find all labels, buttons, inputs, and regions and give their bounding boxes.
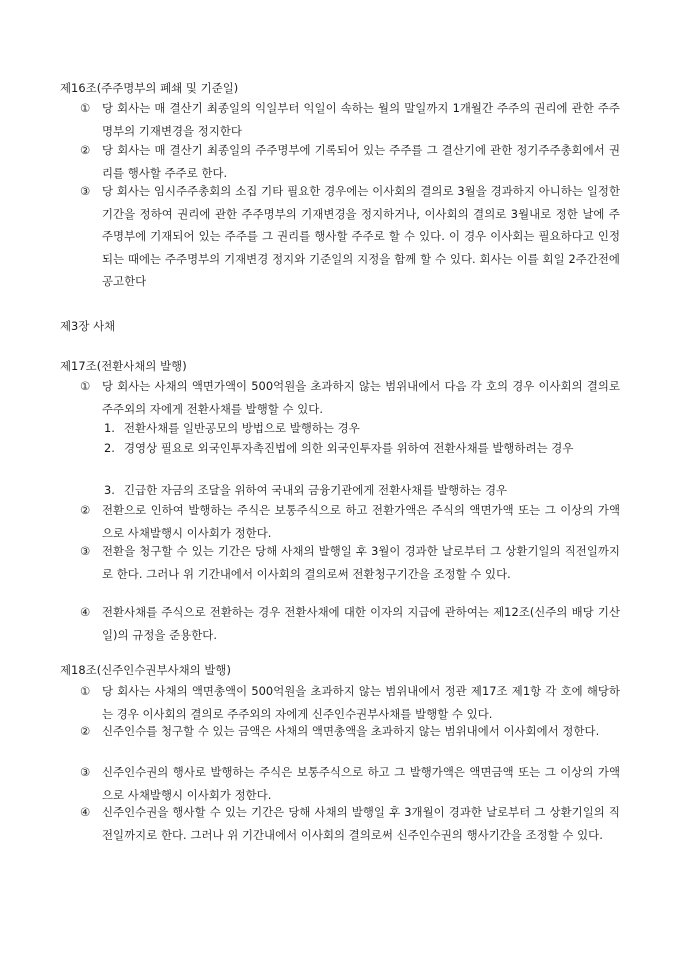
article-16-item-3 [80,180,620,293]
article-17-heading: 제17조(전환사채의 발행) [60,359,187,373]
article-17-item-4 [80,601,620,646]
article-17-subitem-2 [104,437,622,460]
subitem-number: 2. [104,441,115,455]
article-18-heading: 제18조(신주인수권부사채의 발행) [60,663,231,677]
subitem-text: 전환사채를 일반공모의 방법으로 발행하는 경우 [124,421,360,435]
item-text: 당 회사는 매 결산기 최종일의 주주명부에 기록되어 있는 주주를 그 결산기에 관한 정기주주총회에서 권리를 행사할 주주로 한다. [102,143,620,180]
item-marker: ③ [80,184,91,198]
article-18-item-1 [80,680,620,725]
item-marker: ① [80,101,91,115]
item-text: 신주인수를 청구할 수 있는 금액은 사채의 액면총액을 초과하지 않는 범위내에서 이사회에서 정한다. [102,724,600,738]
item-marker: ① [80,379,91,393]
item-marker: ② [80,724,91,738]
article-18-item-4 [80,801,620,846]
chapter-3-heading: 제3장 사채 [60,319,116,333]
item-marker: ③ [80,765,91,779]
article-17-item-2 [80,499,620,544]
article-17-item-3 [80,540,620,585]
item-text: 전환사채를 주식으로 전환하는 경우 전환사채에 대한 이자의 지급에 관하여는 제12조(신주의 배당 기산일)의 규정을 준용한다. [102,605,620,642]
item-text: 전환으로 인하여 발행하는 주식은 보통주식으로 하고 전환가액은 주식의 액면가액 또는 그 이상의 가액으로 사채발행시 이사회가 정한다. [102,503,620,540]
item-marker: ② [80,143,91,157]
article-16-item-2 [80,139,620,184]
item-text: 전환을 청구할 수 있는 기간은 당해 사채의 발행일 후 3월이 경과한 날로부터 그 상환기일의 직전일까지로 한다. 그러나 위 기간내에서 이사회의 결의로써 전환청구기간을 조정할 수 있다. [102,544,620,581]
subitem-text: 긴급한 자금의 조달을 위하여 국내외 금융기관에게 전환사채를 발행하는 경우 [124,483,508,497]
item-marker: ① [80,684,91,698]
subitem-text: 경영상 필요로 외국인투자촉진법에 의한 외국인투자를 위하여 전환사채를 발행하려는 경우 [124,441,574,455]
item-text: 당 회사는 사채의 액면총액이 500억원을 초과하지 않는 범위내에서 정관 제17조 제1항 각 호에 해당하는 경우 이사회의 결의로 주주외의 자에게 신주인수권부사채를 발행할 수 있다. [102,684,620,721]
item-text: 당 회사는 임시주주총회의 소집 기타 필요한 경우에는 이사회의 결의로 3월을 경과하지 아니하는 일정한 기간을 정하여 권리에 관한 주주명부의 기재변경을 정지하거나, 이사회의 결의로 3월내로 정한 날에 주주명부에 기재되어 있는 주주를 그 권리를 행사할 주주로 할 수 있다. 이 경우 이사회는 필요하다고 인정되는 때에는 주주명부의 기재변경 정지와 기준일의 지정을 함께 할 수 있다. 회사는 이를 회일 2주간전에 공고한다 [102,184,620,288]
subitem-number: 1. [104,421,115,435]
item-marker: ② [80,503,91,517]
article-18-item-2 [80,720,620,743]
item-marker: ④ [80,805,91,819]
article-16-heading: 제16조(주주명부의 폐쇄 및 기준일) [60,81,239,95]
article-17-item-1 [80,375,620,420]
article-16-item-1 [80,97,620,142]
article-18-item-3 [80,761,620,806]
item-marker: ④ [80,605,91,619]
item-text: 신주인수권을 행사할 수 있는 기간은 당해 사채의 발행일 후 3개월이 경과한 날로부터 그 상환기일의 직전일까지로 한다. 그러나 위 기간내에서 이사회의 결의로써 신주인수권의 행사기간을 조정할 수 있다. [102,805,620,842]
subitem-number: 3. [104,483,115,497]
item-text: 당 회사는 사채의 액면가액이 500억원을 초과하지 않는 범위내에서 다음 각 호의 경우 이사회의 결의로 주주외의 자에게 전환사채를 발행할 수 있다. [102,379,620,416]
item-marker: ③ [80,544,91,558]
item-text: 당 회사는 매 결산기 최종일의 익일부터 익일이 속하는 월의 말일까지 1개월간 주주의 권리에 관한 주주명부의 기재변경을 정지한다 [102,101,620,138]
item-text: 신주인수권의 행사로 발행하는 주식은 보통주식으로 하고 그 발행가액은 액면금액 또는 그 이상의 가액으로 사채발행시 이사회가 정한다. [102,765,620,802]
